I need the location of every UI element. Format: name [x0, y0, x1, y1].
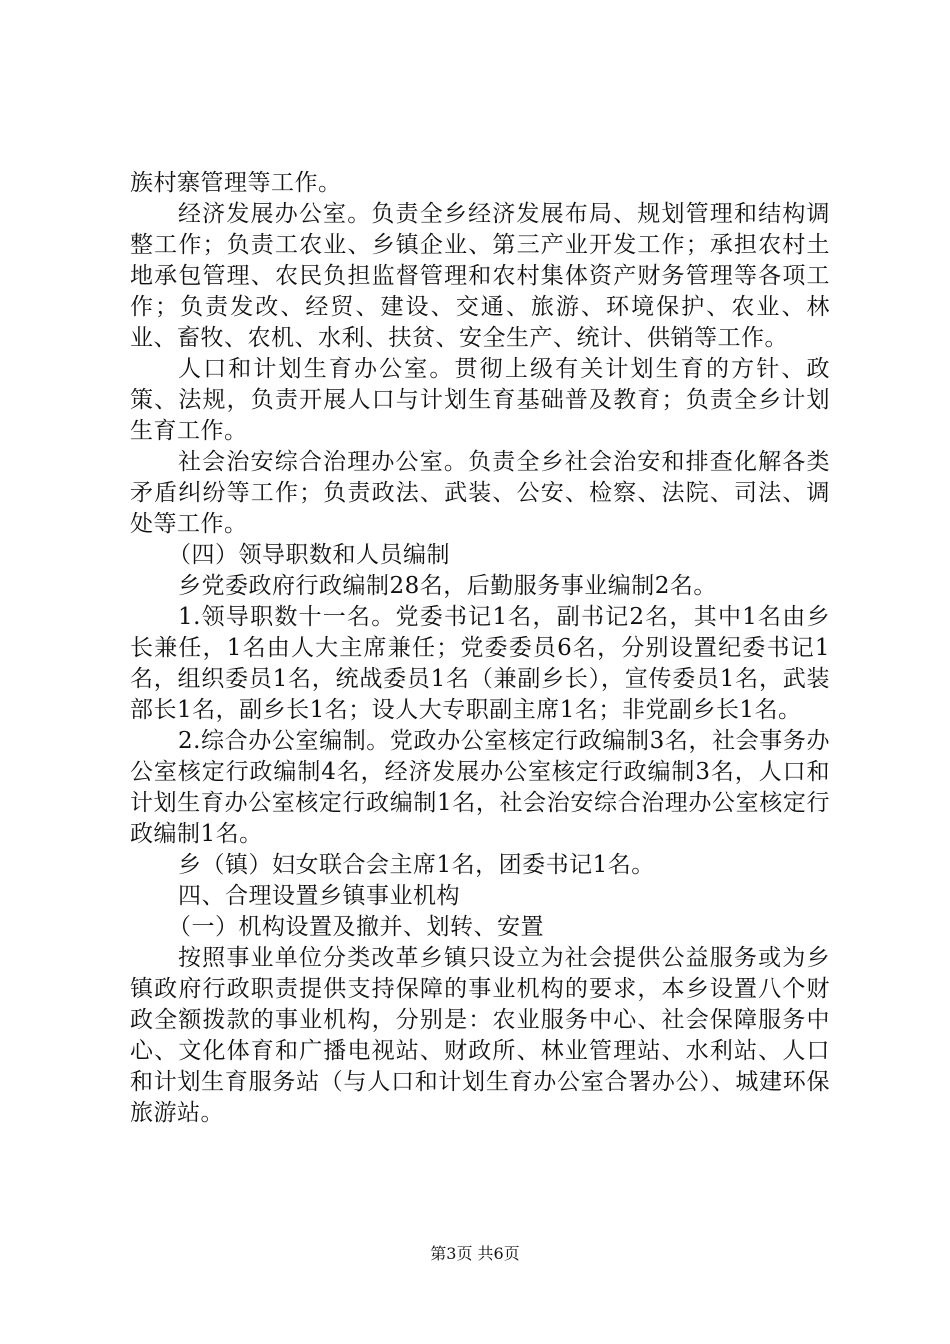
paragraph-economic-office: 经济发展办公室。负责全乡经济发展布局、规划管理和结构调整工作；负责工农业、乡镇企业、第三产业开发工作；承担农村土地承包管理、农民负担监督管理和农村集体资产财务管理等各项工作；负责发改、经贸、建设、交通、旅游、环境保护、农业、林业、畜牧、农机、水利、扶贫、安全生产、统计、供销等工作。 [130, 201, 830, 351]
paragraph-family-planning-office: 人口和计划生育办公室。贯彻上级有关计划生育的方针、政策、法规，负责开展人口与计划生育基础普及教育；负责全乡计划生育工作。 [130, 356, 830, 444]
page-footer: 第3页 共6页 [430, 1244, 520, 1263]
paragraph-continuation: 族村寨管理等工作。 [130, 170, 342, 196]
paragraph-womens-federation: 乡（镇）妇女联合会主席1名，团委书记1名。 [178, 852, 655, 878]
paragraph-public-security-office: 社会治安综合治理办公室。负责全乡社会治安和排查化解各类矛盾纠纷等工作；负责政法、武装、公安、检察、法院、司法、调处等工作。 [130, 449, 830, 537]
document-body [130, 168, 830, 1129]
paragraph-staffing-quota: 乡党委政府行政编制28名，后勤服务事业编制2名。 [178, 573, 717, 599]
subsection-heading-setup: （一）机构设置及撤并、划转、安置 [168, 914, 544, 940]
section-heading-institutions: 四、合理设置乡镇事业机构 [178, 883, 460, 909]
paragraph-leadership-positions: 1.领导职数十一名。党委书记1名，副书记2名，其中1名由乡长兼任，1名由人大主席兼任；党委委员6名，分别设置纪委书记1名，组织委员1名，统战委员1名（兼副乡长），宣传委员1名，武装部长1名，副乡长1名；设人大专职副主席1名；非党副乡长1名。 [130, 604, 830, 723]
section-heading-staffing: （四）领导职数和人员编制 [168, 542, 450, 568]
paragraph-office-staffing: 2.综合办公室编制。党政办公室核定行政编制3名，社会事务办公室核定行政编制4名，经济发展办公室核定行政编制3名，人口和计划生育办公室核定行政编制1名，社会治安综合治理办公室核定行政编制1名。 [130, 728, 830, 847]
paragraph-institution-setup: 按照事业单位分类改革乡镇只设立为社会提供公益服务或为乡镇政府行政职责提供支持保障的事业机构的要求，本乡设置八个财政全额拨款的事业机构，分别是：农业服务中心、社会保障服务中心、文化体育和广播电视站、财政所、林业管理站、水利站、人口和计划生育服务站（与人口和计划生育办公室合署办公）、城建环保旅游站。 [130, 945, 830, 1126]
